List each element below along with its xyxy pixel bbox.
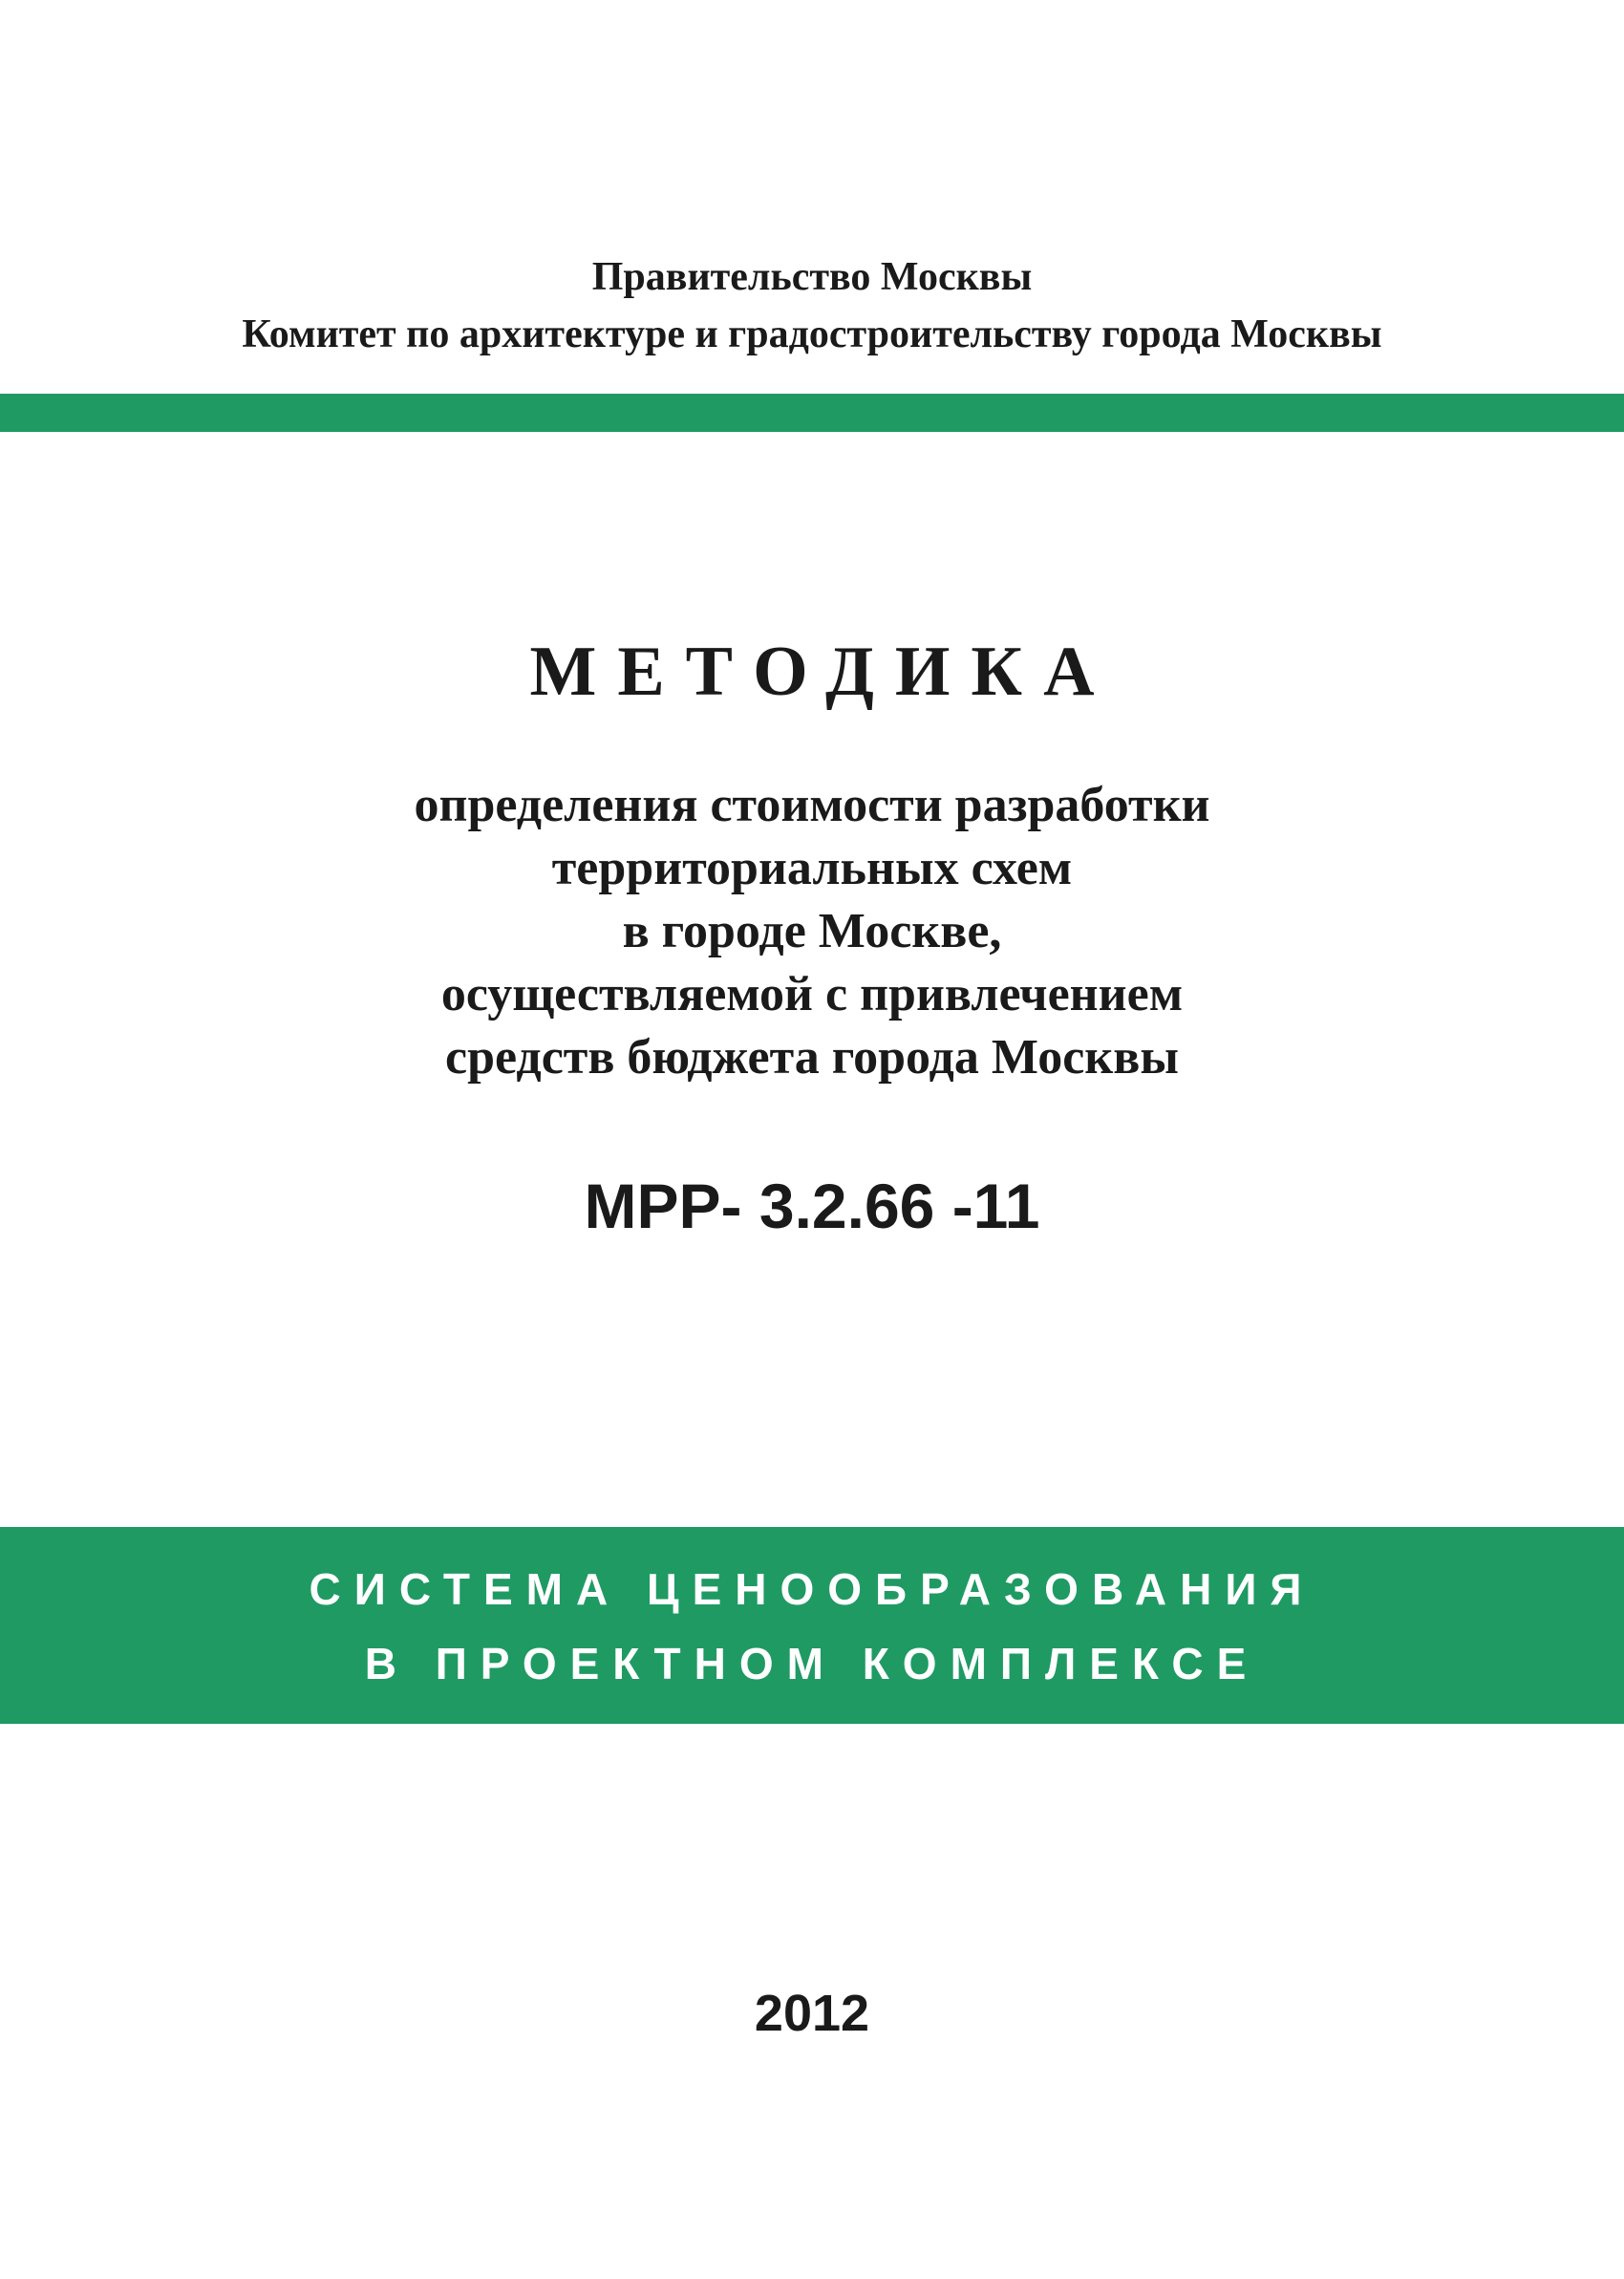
publisher-block xyxy=(0,248,1624,363)
subtitle-line: территориальных схем xyxy=(551,841,1073,895)
document-code: МРР- 3.2.66 -11 xyxy=(584,1171,1040,1241)
subtitle-line: осуществляемой с привлечением xyxy=(440,967,1184,1021)
publication-year: 2012 xyxy=(754,1985,870,2042)
publisher-government: Правительство Москвы xyxy=(591,255,1033,299)
subtitle-line: определения стоимости разработки xyxy=(414,778,1210,832)
top-green-band xyxy=(0,394,1624,432)
series-line-2: В ПРОЕКТНОМ КОМПЛЕКСЕ xyxy=(364,1639,1260,1688)
document-title: МЕТОДИКА xyxy=(529,633,1116,711)
subtitle-line: в городе Москве, xyxy=(622,904,1002,958)
series-line-1: СИСТЕМА ЦЕНООБРАЗОВАНИЯ xyxy=(309,1564,1315,1614)
document-subtitle xyxy=(0,774,1624,1089)
publisher-committee: Комитет по архитектуре и градостроительству города Москвы xyxy=(242,312,1382,356)
subtitle-line: средств бюджета города Москвы xyxy=(445,1030,1179,1085)
series-green-band xyxy=(0,1527,1624,1724)
